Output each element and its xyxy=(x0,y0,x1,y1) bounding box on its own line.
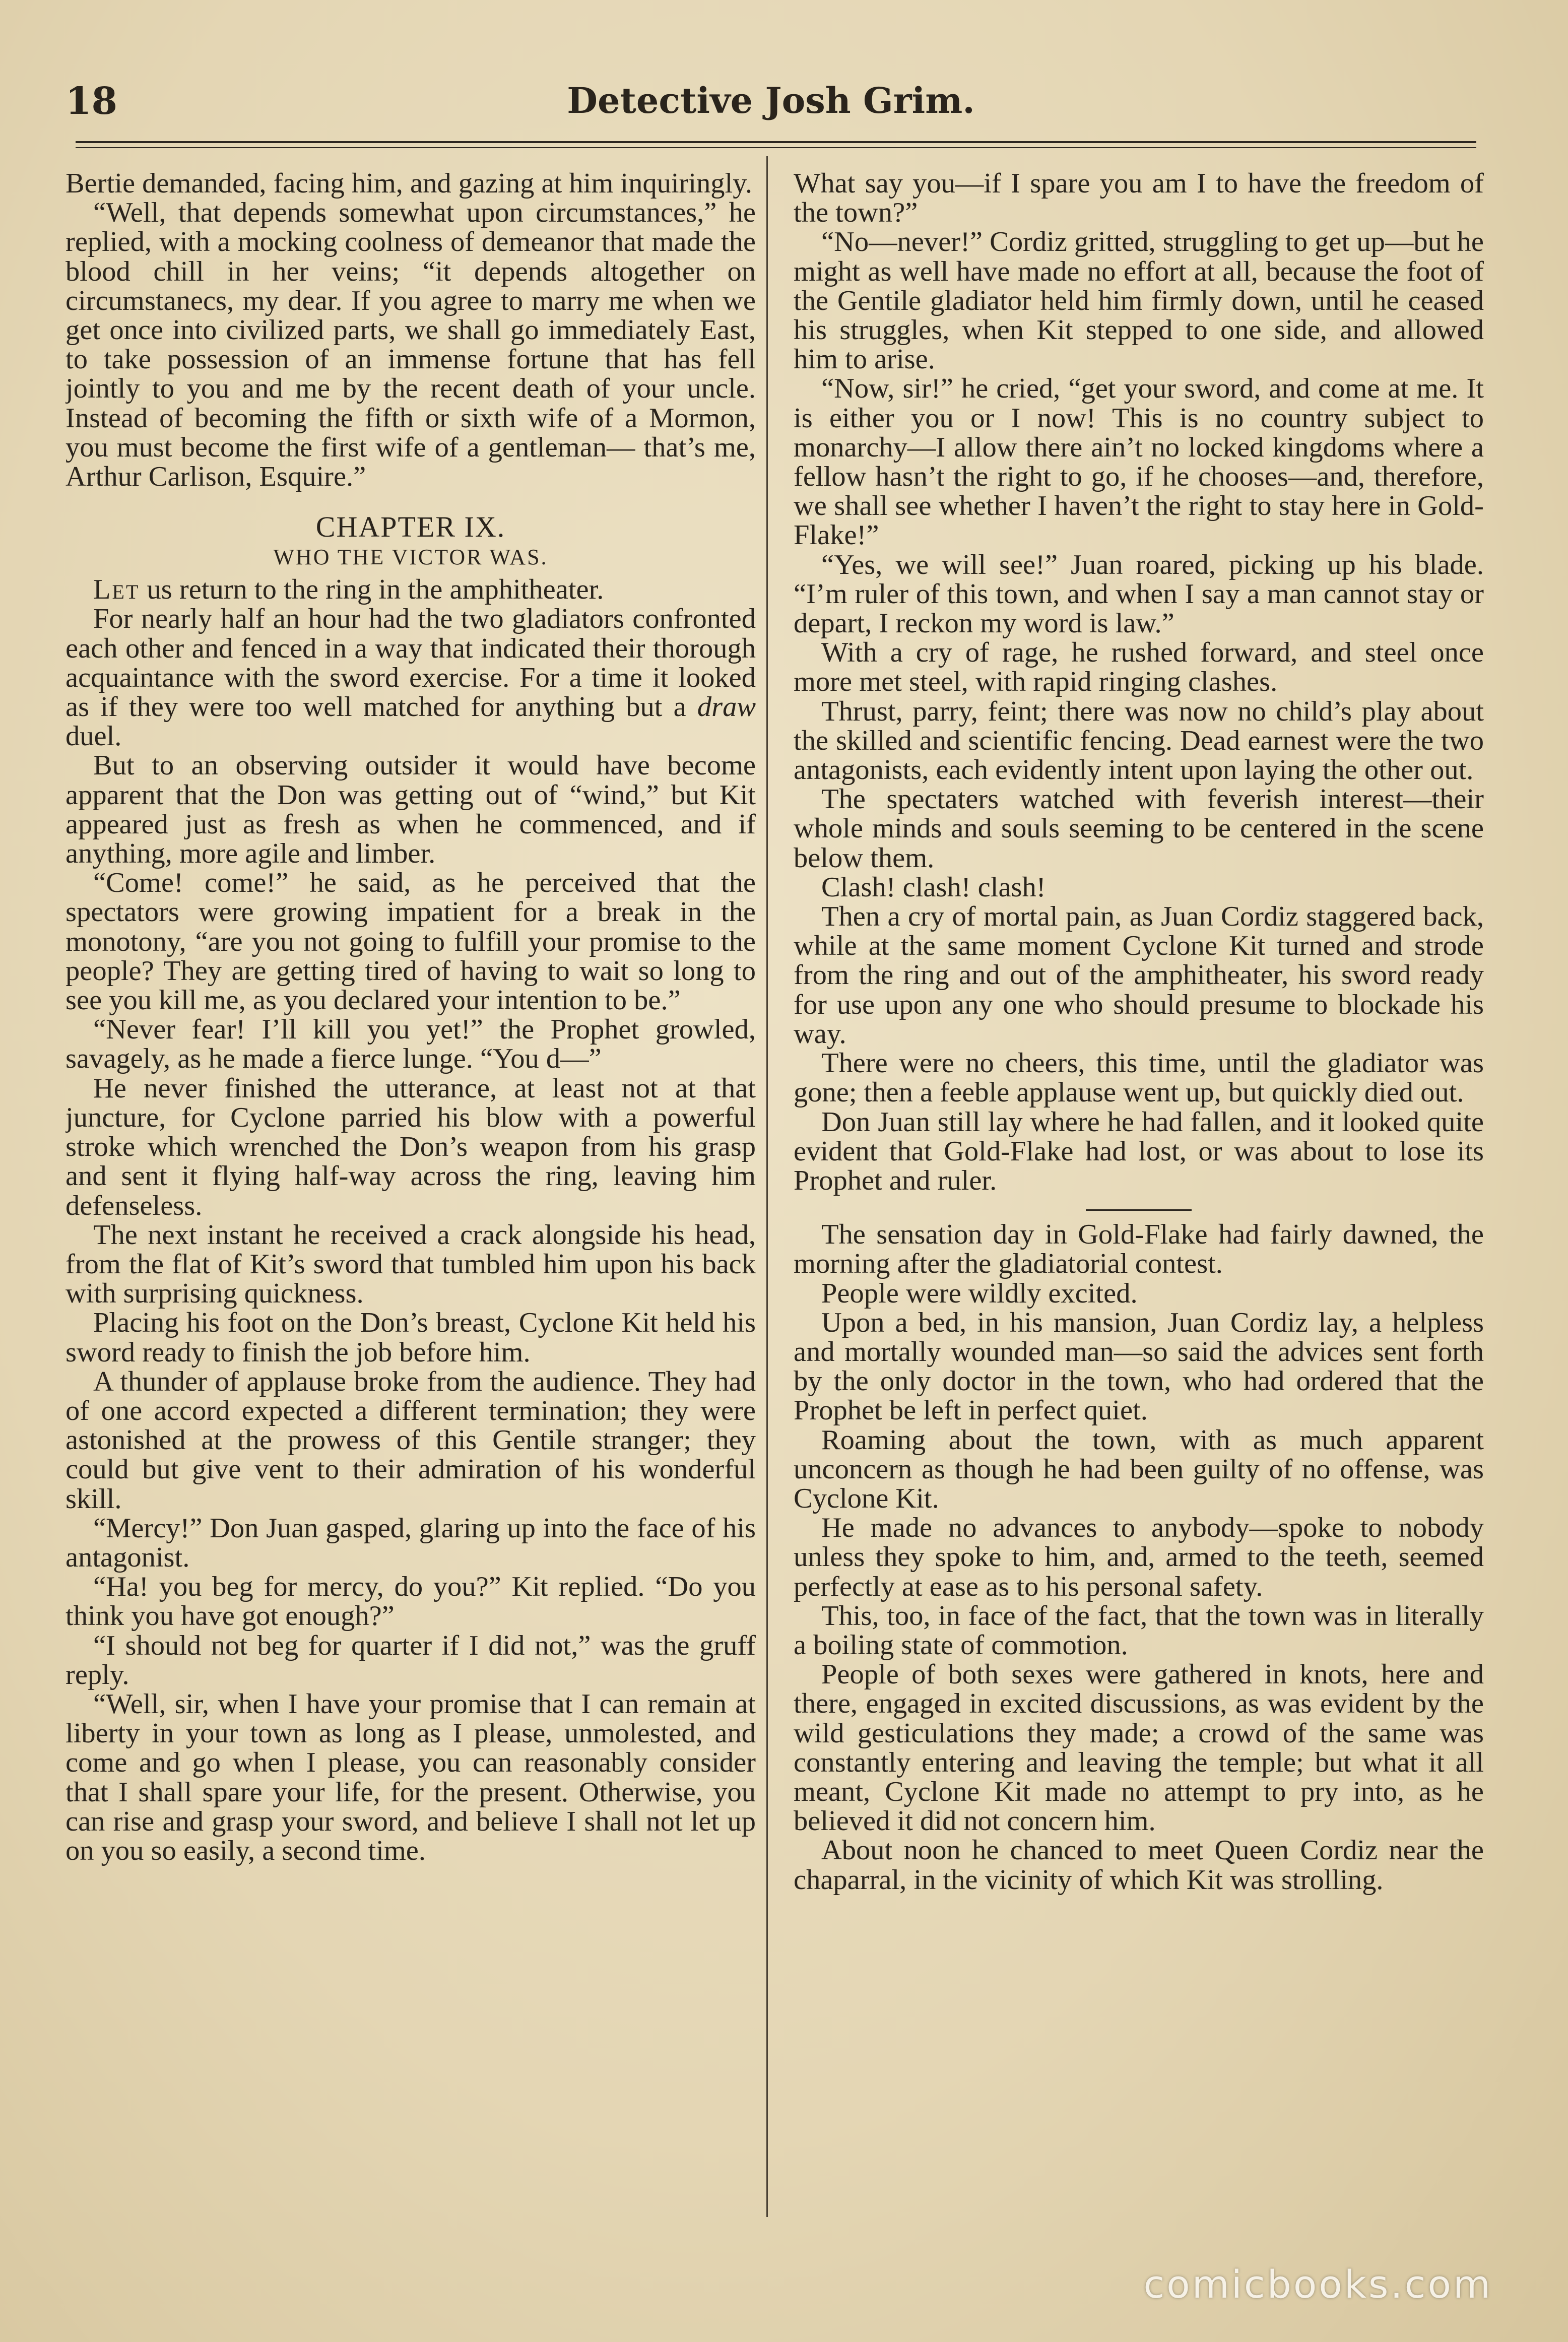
paragraph: Then a cry of mortal pain, as Juan Cordiz staggered back, while at the same moment Cyclone Kit turned and strode from the ring and out of the amphitheater, his sword ready for use upon any one who should presume to blockade his way. xyxy=(794,901,1484,1050)
page-header xyxy=(66,76,1476,131)
paragraph: Clash! clash! clash! xyxy=(821,871,1046,903)
running-title: Detective Josh Grim. xyxy=(567,80,975,121)
paragraph: “Come! come!” he said, as he perceived that the spectators were growing impatient for a break in the monotony, “are you not going to fulfill your promise to the people? They are getting tired of having to wait so long to see you kill me, as you declared your intention to be.” xyxy=(66,867,756,1016)
paragraph: This, too, in face of the fact, that the town was in literally a boiling state of commotion. xyxy=(794,1600,1484,1661)
paragraph: The spectaters watched with feverish interest—their whole minds and souls seeming to be centered in the scene below them. xyxy=(794,784,1484,874)
chapter-subtitle: WHO THE VICTOR WAS. xyxy=(273,545,548,570)
paragraph: He never finished the utterance, at least not at that juncture, for Cyclone parried his blow with a powerful stroke which wrenched the Don’s weapon from his grasp and sent it flying half-way across the ring, leaving him defenseless. xyxy=(66,1072,756,1221)
paragraph: The next instant he received a crack alongside his head, from the flat of Kit’s sword that tumbled him upon his back with surprising quickness. xyxy=(66,1219,756,1310)
paragraph: “I should not beg for quarter if I did not,” was the gruff reply. xyxy=(66,1630,756,1690)
right-column xyxy=(794,169,1484,2255)
left-column xyxy=(66,169,756,2255)
column-divider xyxy=(766,156,768,2217)
paragraph: Don Juan still lay where he had fallen, and it looked quite evident that Gold-Flake had lost, or was about to lose its Prophet and ruler. xyxy=(794,1106,1484,1196)
paragraph: Roaming about the town, with as much apparent unconcern as though he had been guilty of no offense, was Cyclone Kit. xyxy=(794,1424,1484,1514)
page-number: 18 xyxy=(66,80,117,123)
paragraph-text: us return to the ring in the amphitheater. xyxy=(140,574,604,606)
italic-word: draw xyxy=(697,691,756,723)
paragraph-text: duel. xyxy=(66,721,122,752)
lead-in: Let xyxy=(93,574,140,606)
paragraph: But to an observing outsider it would have become apparent that the Don was getting out of “wind,” but Kit appeared just as fresh as when he commenced, and if anything, more agile and limber. xyxy=(66,750,756,870)
paragraph xyxy=(66,575,756,604)
paragraph: Bertie demanded, facing him, and gazing at him inquiringly. xyxy=(66,169,752,199)
paragraph: What say you—if I spare you am I to have the freedom of the town?” xyxy=(794,169,1484,229)
paragraph: “Yes, we will see!” Juan roared, picking up his blade. “I’m ruler of this town, and when I say a man cannot stay or depart, I reckon my word is law.” xyxy=(794,549,1484,639)
paragraph: The sensation day in Gold-Flake had fairly dawned, the morning after the gladiatorial contest. xyxy=(794,1219,1484,1280)
paragraph: People of both sexes were gathered in knots, here and there, engaged in excited discussions, as was evident by the wild gesticulations they made; a crowd of the same was constantly entering and leaving the temple; but what it all meant, Cyclone Kit made no attempt to pry into, as he believed it did not concern him. xyxy=(794,1659,1484,1837)
paragraph: About noon he chanced to meet Queen Cordiz near the chaparral, in the vicinity of which Kit was strolling. xyxy=(794,1835,1484,1896)
watermark: comicbooks.com xyxy=(1143,2262,1492,2307)
paragraph: He made no advances to anybody—spoke to nobody unless they spoke to him, and, armed to the teeth, seemed perfectly at ease as to his personal safety. xyxy=(794,1512,1484,1602)
paragraph: “No—never!” Cordiz gritted, struggling to get up—but he might as well have made no effort at all, because the foot of the Gentile gladiator held him firmly down, until he ceased his struggles, when Kit stepped to one side, and allowed him to arise. xyxy=(794,226,1484,375)
paragraph: There were no cheers, this time, until the gladiator was gone; then a feeble applause went up, but quickly died out. xyxy=(794,1048,1484,1109)
paragraph: A thunder of applause broke from the audience. They had of one accord expected a different termination; they were astonished at the prowess of this Gentile stranger; they could but give vent to their admiration of his wonderful skill. xyxy=(66,1365,756,1515)
paragraph: “Mercy!” Don Juan gasped, glaring up into the face of his antagonist. xyxy=(66,1512,756,1573)
paragraph: Upon a bed, in his mansion, Juan Cordiz lay, a helpless and mortally wounded man—so said the advices sent forth by the only doctor in the town, who had ordered that the Prophet be left in perfect quiet. xyxy=(794,1307,1484,1426)
paragraph: “Well, sir, when I have your promise that I can remain at liberty in your town as long as I please, unmolested, and come and go when I please, you can reasonably consider that I shall spare your life, for the present. Otherwise, you can rise and grasp your sword, and believe I shall not let up on you so easily, a second time. xyxy=(66,1688,756,1866)
paragraph: People were wildly excited. xyxy=(821,1277,1138,1309)
paragraph: Thrust, parry, feint; there was now no child’s play about the skilled and scientific fencing. Dead earnest were the two antagonists, each evidently intent upon laying the other out. xyxy=(794,695,1484,786)
paragraph: “Now, sir!” he cried, “get your sword, and come at me. It is either you or I now! This is no country subject to monarchy—I allow there ain’t no locked kingdoms where a fellow hasn’t the right to go, if he chooses—and, therefore, we shall see whether I haven’t the right to stay here in Gold-Flake!” xyxy=(794,373,1484,551)
paragraph: Placing his foot on the Don’s breast, Cyclone Kit held his sword ready to finish the job before him. xyxy=(66,1307,756,1368)
paragraph xyxy=(66,604,756,751)
chapter-title: CHAPTER IX. xyxy=(315,510,506,544)
paragraph-text: For nearly half an hour had the two gladiators confronted each other and fenced in a way that indicated their thorough acquaintance with the sword exercise. For a time it looked as if they were too well matched for anything but a xyxy=(66,603,756,723)
paragraph: “Well, that depends somewhat upon circumstances,” he replied, with a mocking coolness of demeanor that made the blood chill in her veins; “it depends altogether on circumstanecs, my dear. If you agree to marry me when we get once into civilized parts, we shall go immediately East, to take possession of an immense fortune that has fell jointly to you and me by the recent death of your uncle. Instead of becoming the fifth or sixth wife of a Mormon, you must become the first wife of a gentleman— that’s me, Arthur Carlison, Esquire.” xyxy=(66,197,756,493)
header-rule xyxy=(76,141,1476,148)
paragraph: “Never fear! I’ll kill you yet!” the Prophet growled, savagely, as he made a fierce lunge. “You d—” xyxy=(66,1014,756,1075)
paragraph: “Ha! you beg for mercy, do you?” Kit replied. “Do you think you have got enough?” xyxy=(66,1571,756,1632)
section-separator xyxy=(1086,1209,1192,1211)
paragraph: With a cry of rage, he rushed forward, and steel once more met steel, with rapid ringing clashes. xyxy=(794,637,1484,698)
